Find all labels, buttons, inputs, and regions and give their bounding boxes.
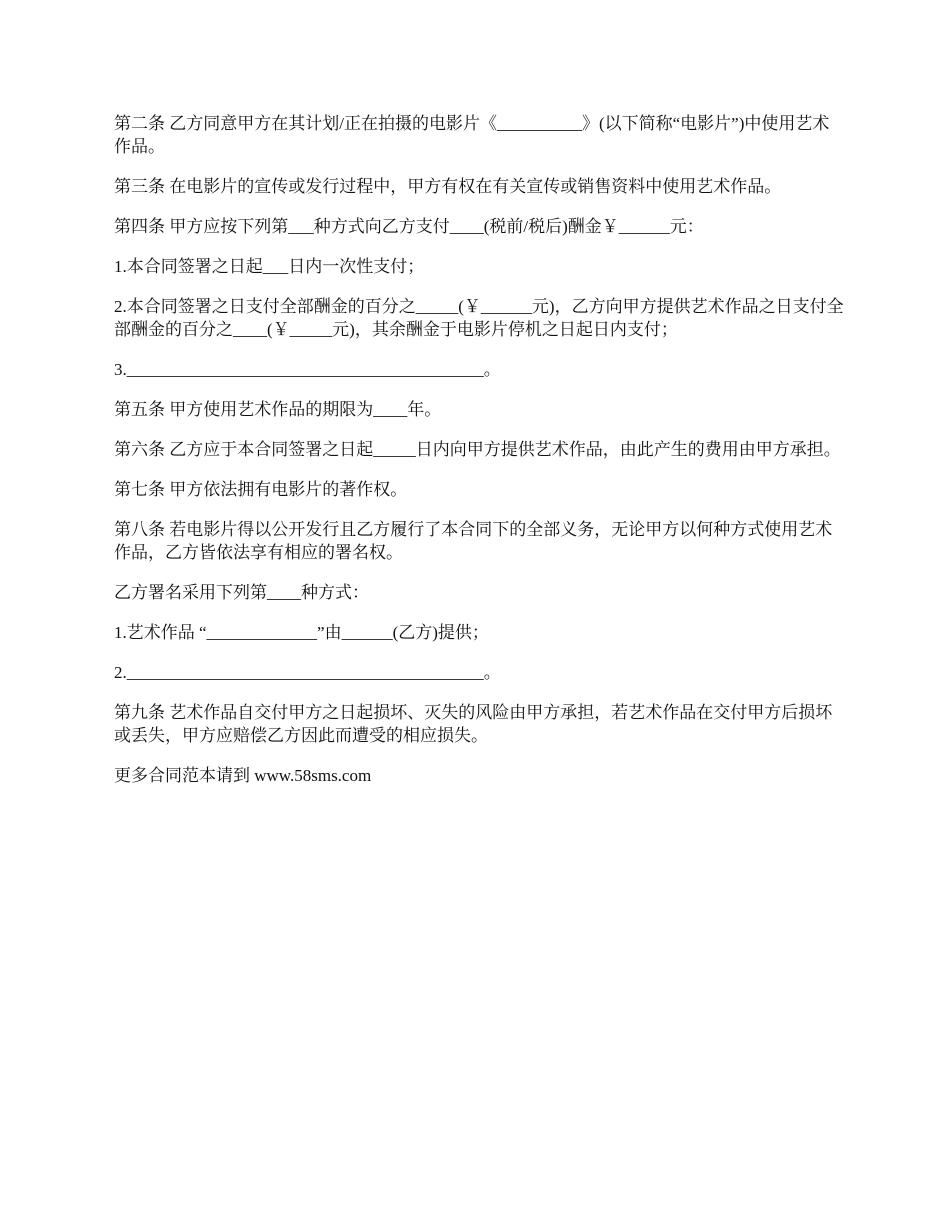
attribution-methods-intro: 乙方署名采用下列第____种方式： xyxy=(114,583,369,602)
footer-note: 更多合同范本请到 www.58sms.com xyxy=(114,766,372,785)
clause-2-paragraph: 第二条 乙方同意甲方在其计划/正在拍摄的电影片《__________》(以下简称“电影片”)中使用艺术作品。 xyxy=(114,114,830,156)
payment-option-1: 1.本合同签署之日起___日内一次性支付； xyxy=(114,257,425,276)
attribution-option-2: 2.__________________________________________。 xyxy=(114,663,501,682)
document-body xyxy=(114,112,844,804)
payment-option-3: 3.__________________________________________。 xyxy=(114,360,501,379)
clause-8-paragraph: 第八条 若电影片得以公开发行且乙方履行了本合同下的全部义务，无论甲方以何种方式使用艺术作品，乙方皆依法享有相应的署名权。 xyxy=(114,520,833,562)
clause-4-paragraph: 第四条 甲方应按下列第___种方式向乙方支付____(税前/税后)酬金￥______元： xyxy=(114,217,704,236)
clause-6-paragraph: 第六条 乙方应于本合同签署之日起_____日内向甲方提供艺术作品，由此产生的费用由甲方承担。 xyxy=(114,440,841,459)
payment-option-2: 2.本合同签署之日支付全部酬金的百分之_____(￥______元)，乙方向甲方提供艺术作品之日支付全部酬金的百分之____(￥_____元)，其余酬金于电影片停机之日起日内支付； xyxy=(114,297,844,339)
clause-3-paragraph: 第三条 在电影片的宣传或发行过程中，甲方有权在有关宣传或销售资料中使用艺术作品。 xyxy=(114,177,782,196)
clause-7-paragraph: 第七条 甲方依法拥有电影片的著作权。 xyxy=(114,480,408,499)
clause-9-paragraph: 第九条 艺术作品自交付甲方之日起损坏、灭失的风险由甲方承担，若艺术作品在交付甲方后损坏或丢失，甲方应赔偿乙方因此而遭受的相应损失。 xyxy=(114,703,833,745)
attribution-option-1: 1.艺术作品 “_____________”由______(乙方)提供； xyxy=(114,623,489,642)
clause-5-paragraph: 第五条 甲方使用艺术作品的期限为____年。 xyxy=(114,400,442,419)
